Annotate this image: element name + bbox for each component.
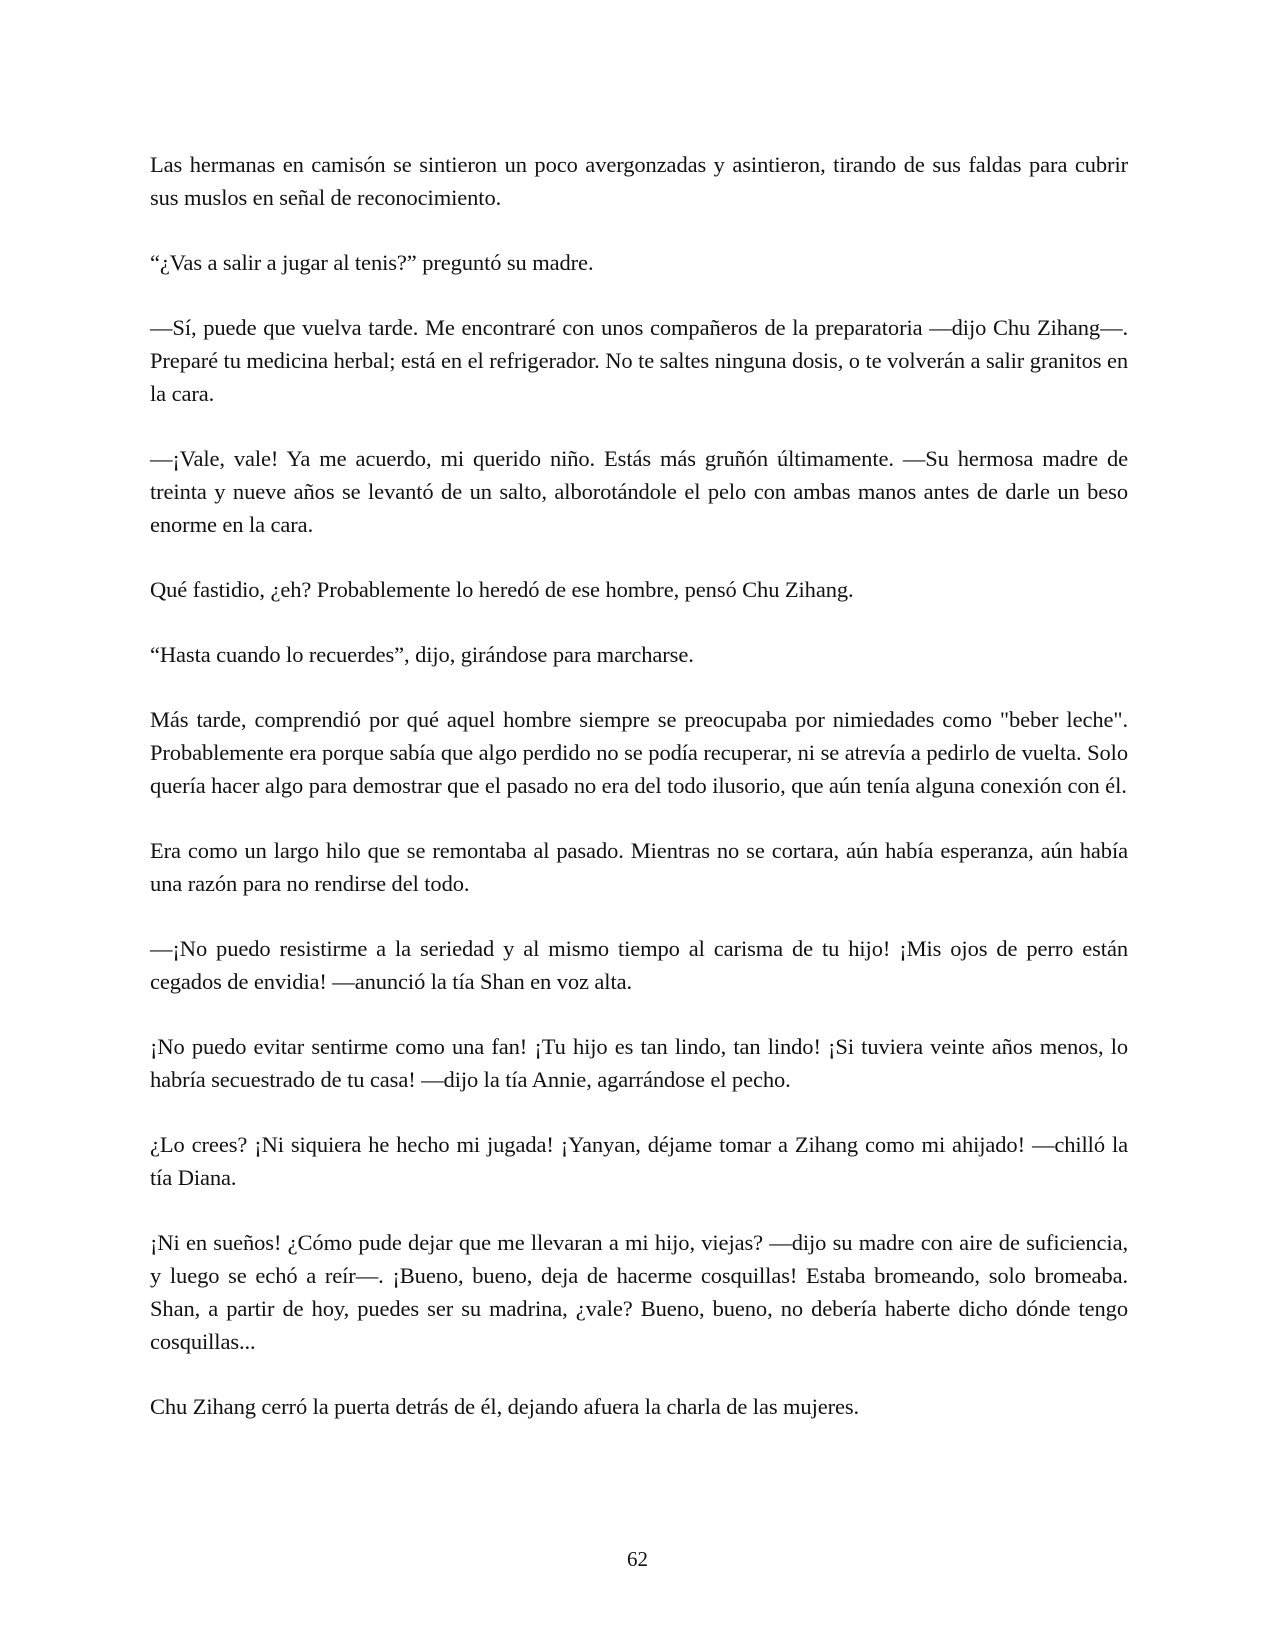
body-text [150,148,1128,1455]
paragraph: Era como un largo hilo que se remontaba al pasado. Mientras no se cortara, aún había esperanza, aún había una razón para no rendirse del todo. [150,838,1128,896]
paragraph: Chu Zihang cerró la puerta detrás de él, dejando afuera la charla de las mujeres. [150,1394,860,1419]
paragraph: Las hermanas en camisón se sintieron un poco avergonzadas y asintieron, tirando de sus faldas para cubrir sus muslos en señal de reconocimiento. [150,152,1128,210]
paragraph: —¡No puedo resistirme a la seriedad y al mismo tiempo al carisma de tu hijo! ¡Mis ojos de perro están cegados de envidia! —anunció la tía Shan en voz alta. [150,936,1128,994]
paragraph: Qué fastidio, ¿eh? Probablemente lo heredó de ese hombre, pensó Chu Zihang. [150,577,854,602]
paragraph: Más tarde, comprendió por qué aquel hombre siempre se preocupaba por nimiedades como "beber leche". Probablemente era porque sabía que algo perdido no se podía recuperar, ni se atrevía a pedirlo de vuelta. Solo quería hacer algo para demostrar que el pasado no era del todo ilusorio, que aún tenía alguna conexión con él. [150,707,1128,798]
paragraph: ¿Lo crees? ¡Ni siquiera he hecho mi jugada! ¡Yanyan, déjame tomar a Zihang como mi ahijado! —chilló la tía Diana. [150,1132,1128,1190]
paragraph: —Sí, puede que vuelva tarde. Me encontraré con unos compañeros de la preparatoria —dijo Chu Zihang—. Preparé tu medicina herbal; está en el refrigerador. No te saltes ninguna dosis, o te volverán a salir granitos en la cara. [150,315,1128,406]
paragraph: ¡Ni en sueños! ¿Cómo pude dejar que me llevaran a mi hijo, viejas? —dijo su madre con aire de suficiencia, y luego se echó a reír—. ¡Bueno, bueno, deja de hacerme cosquillas! Estaba bromeando, solo bromeaba. Shan, a partir de hoy, puedes ser su madrina, ¿vale? Bueno, bueno, no debería haberte dicho dónde tengo cosquillas... [150,1230,1128,1354]
page-number: 62 [627,1547,648,1571]
paragraph: ¡No puedo evitar sentirme como una fan! ¡Tu hijo es tan lindo, tan lindo! ¡Si tuviera veinte años menos, lo habría secuestrado de tu casa! —dijo la tía Annie, agarrándose el pecho. [150,1034,1128,1092]
paragraph: “Hasta cuando lo recuerdes”, dijo, girándose para marcharse. [150,642,694,667]
paragraph: —¡Vale, vale! Ya me acuerdo, mi querido niño. Estás más gruñón últimamente. —Su hermosa madre de treinta y nueve años se levantó de un salto, alborotándole el pelo con ambas manos antes de darle un beso enorme en la cara. [150,446,1128,537]
paragraph: “¿Vas a salir a jugar al tenis?” preguntó su madre. [150,250,594,275]
